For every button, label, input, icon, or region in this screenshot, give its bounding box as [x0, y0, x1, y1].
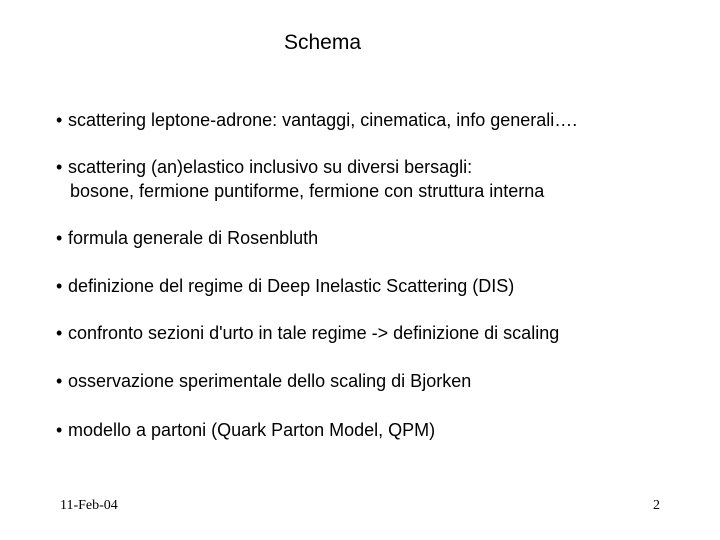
bullet-symbol: • [56, 371, 63, 391]
bullet-item [56, 155, 544, 203]
bullet-symbol: • [56, 228, 63, 248]
bullet-text: osservazione sperimentale dello scaling di Bjorken [68, 371, 472, 391]
bullet-text: definizione del regime di Deep Inelastic Scattering (DIS) [68, 276, 515, 296]
bullet-text: modello a partoni (Quark Parton Model, QPM) [68, 420, 436, 440]
bullet-item [56, 226, 318, 250]
footer-date: 11-Feb-04 [60, 498, 118, 513]
bullet-item [56, 274, 514, 298]
slide-title: Schema [284, 31, 362, 54]
bullet-text: formula generale di Rosenbluth [68, 228, 319, 248]
bullet-text: confronto sezioni d'urto in tale regime -> definizione di scaling [68, 323, 560, 343]
page-number: 2 [653, 498, 660, 513]
bullet-item [56, 418, 435, 442]
bullet-item [56, 369, 471, 393]
bullet-symbol: • [56, 276, 63, 296]
bullet-item [56, 108, 577, 132]
bullet-symbol: • [56, 110, 63, 130]
bullet-text-continuation: bosone, fermione puntiforme, fermione con struttura interna [70, 181, 545, 201]
bullet-symbol: • [56, 157, 63, 177]
bullet-item [56, 321, 559, 345]
bullet-symbol: • [56, 420, 63, 440]
bullet-text: scattering leptone-adrone: vantaggi, cinematica, info generali…. [68, 110, 578, 130]
bullet-symbol: • [56, 323, 63, 343]
bullet-text: scattering (an)elastico inclusivo su diversi bersagli: [68, 157, 473, 177]
